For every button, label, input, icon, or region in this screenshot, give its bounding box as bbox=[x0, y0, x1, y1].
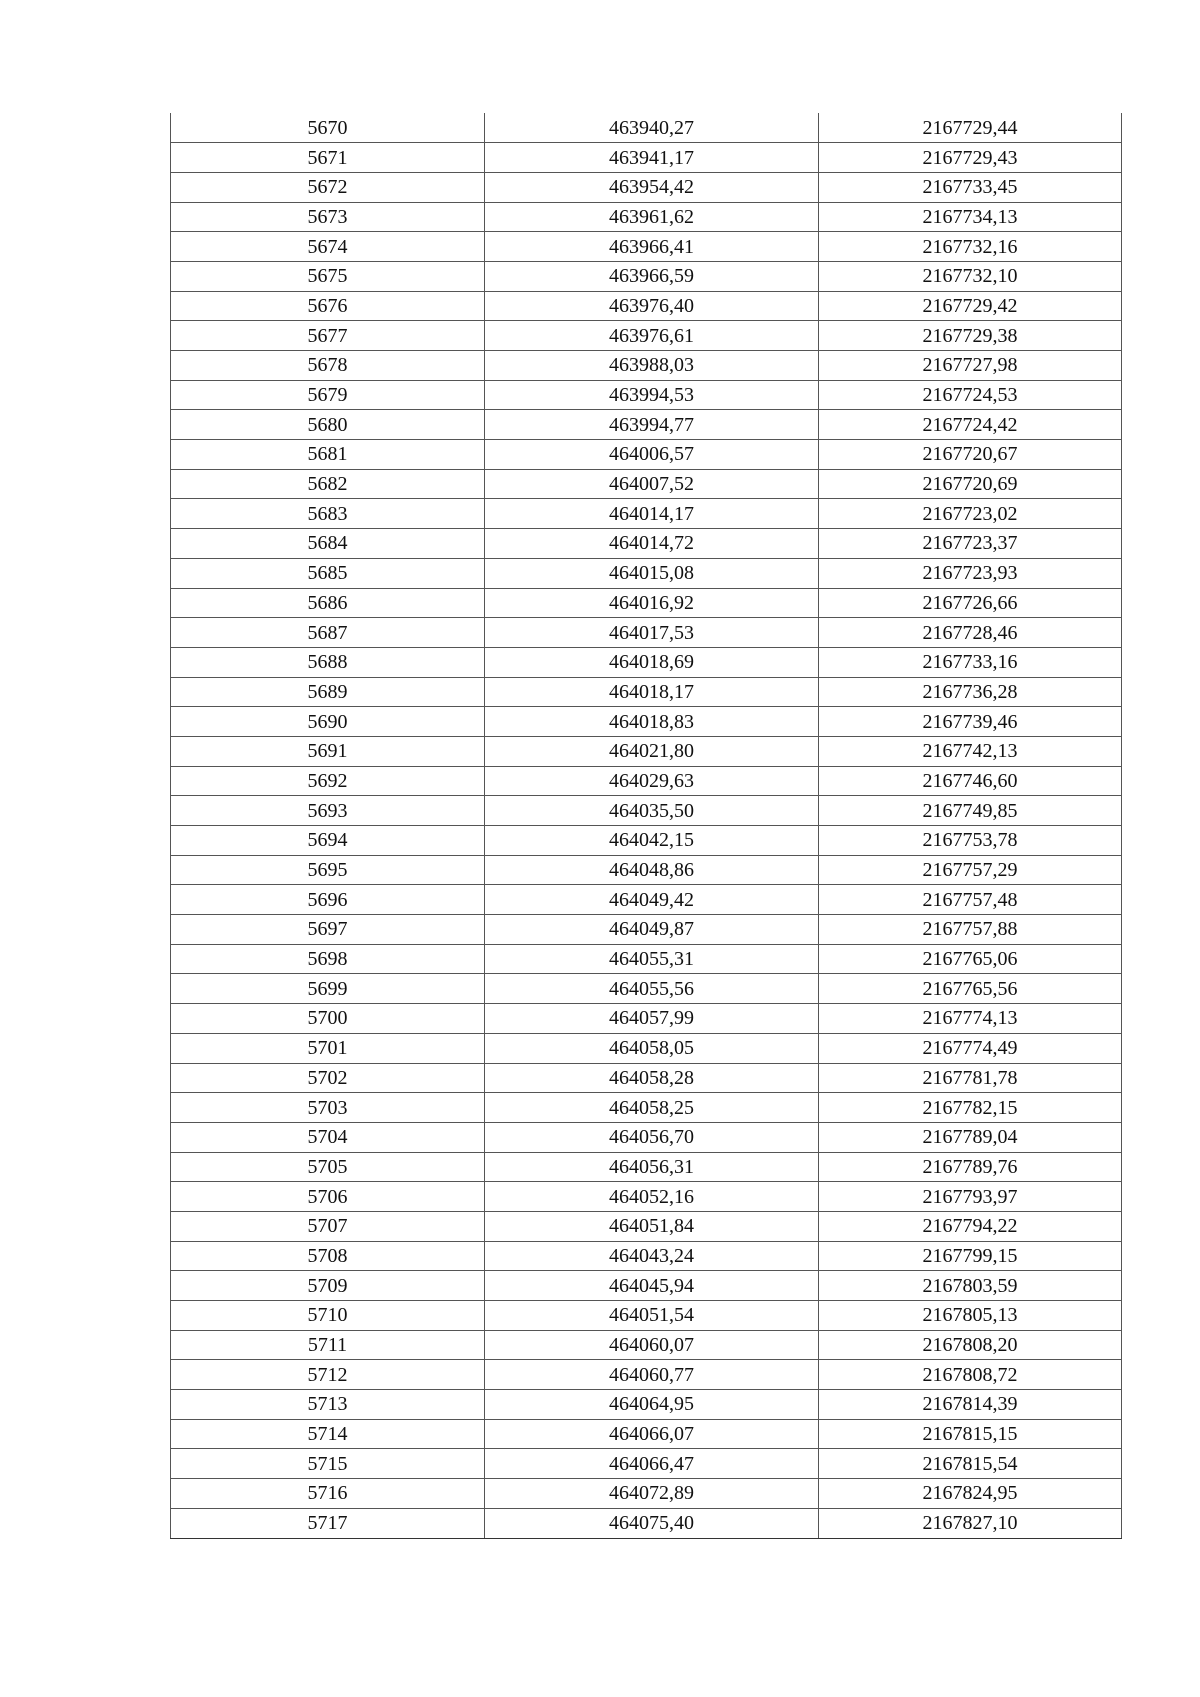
y-coordinate-cell: 2167729,44 bbox=[819, 113, 1122, 143]
y-coordinate-cell: 2167733,45 bbox=[819, 172, 1122, 202]
y-coordinate-cell: 2167729,38 bbox=[819, 321, 1122, 351]
y-coordinate-cell: 2167729,43 bbox=[819, 143, 1122, 173]
point-number-cell: 5674 bbox=[171, 232, 485, 262]
table-row bbox=[171, 1093, 1122, 1123]
point-number-cell: 5706 bbox=[171, 1182, 485, 1212]
y-coordinate-cell: 2167781,78 bbox=[819, 1063, 1122, 1093]
table-row bbox=[171, 499, 1122, 529]
x-coordinate-cell: 464042,15 bbox=[485, 826, 819, 856]
x-coordinate-cell: 464058,05 bbox=[485, 1033, 819, 1063]
y-coordinate-cell: 2167733,16 bbox=[819, 647, 1122, 677]
point-number-cell: 5689 bbox=[171, 677, 485, 707]
point-number-cell: 5681 bbox=[171, 440, 485, 470]
table-row bbox=[171, 885, 1122, 915]
point-number-cell: 5717 bbox=[171, 1508, 485, 1538]
point-number-cell: 5673 bbox=[171, 202, 485, 232]
x-coordinate-cell: 464021,80 bbox=[485, 736, 819, 766]
point-number-cell: 5682 bbox=[171, 469, 485, 499]
table-row bbox=[171, 202, 1122, 232]
table-row bbox=[171, 974, 1122, 1004]
point-number-cell: 5711 bbox=[171, 1330, 485, 1360]
y-coordinate-cell: 2167803,59 bbox=[819, 1271, 1122, 1301]
table-row bbox=[171, 1449, 1122, 1479]
y-coordinate-cell: 2167815,15 bbox=[819, 1419, 1122, 1449]
point-number-cell: 5671 bbox=[171, 143, 485, 173]
table-row bbox=[171, 766, 1122, 796]
table-row bbox=[171, 1063, 1122, 1093]
table-row bbox=[171, 1271, 1122, 1301]
y-coordinate-cell: 2167739,46 bbox=[819, 707, 1122, 737]
y-coordinate-cell: 2167808,72 bbox=[819, 1360, 1122, 1390]
point-number-cell: 5684 bbox=[171, 529, 485, 559]
y-coordinate-cell: 2167757,48 bbox=[819, 885, 1122, 915]
point-number-cell: 5703 bbox=[171, 1093, 485, 1123]
y-coordinate-cell: 2167827,10 bbox=[819, 1508, 1122, 1538]
y-coordinate-cell: 2167808,20 bbox=[819, 1330, 1122, 1360]
x-coordinate-cell: 464048,86 bbox=[485, 855, 819, 885]
table-row bbox=[171, 588, 1122, 618]
y-coordinate-cell: 2167815,54 bbox=[819, 1449, 1122, 1479]
x-coordinate-cell: 464055,31 bbox=[485, 944, 819, 974]
y-coordinate-cell: 2167723,02 bbox=[819, 499, 1122, 529]
y-coordinate-cell: 2167720,69 bbox=[819, 469, 1122, 499]
y-coordinate-cell: 2167765,56 bbox=[819, 974, 1122, 1004]
x-coordinate-cell: 464052,16 bbox=[485, 1182, 819, 1212]
y-coordinate-cell: 2167793,97 bbox=[819, 1182, 1122, 1212]
point-number-cell: 5675 bbox=[171, 261, 485, 291]
table-row bbox=[171, 1241, 1122, 1271]
x-coordinate-cell: 463966,59 bbox=[485, 261, 819, 291]
point-number-cell: 5704 bbox=[171, 1122, 485, 1152]
table-row bbox=[171, 172, 1122, 202]
x-coordinate-cell: 464018,83 bbox=[485, 707, 819, 737]
point-number-cell: 5699 bbox=[171, 974, 485, 1004]
table-row bbox=[171, 826, 1122, 856]
y-coordinate-cell: 2167757,88 bbox=[819, 915, 1122, 945]
y-coordinate-cell: 2167746,60 bbox=[819, 766, 1122, 796]
x-coordinate-cell: 464014,72 bbox=[485, 529, 819, 559]
point-number-cell: 5692 bbox=[171, 766, 485, 796]
point-number-cell: 5715 bbox=[171, 1449, 485, 1479]
y-coordinate-cell: 2167724,42 bbox=[819, 410, 1122, 440]
x-coordinate-cell: 464051,84 bbox=[485, 1211, 819, 1241]
x-coordinate-cell: 464045,94 bbox=[485, 1271, 819, 1301]
y-coordinate-cell: 2167749,85 bbox=[819, 796, 1122, 826]
y-coordinate-cell: 2167794,22 bbox=[819, 1211, 1122, 1241]
table-row bbox=[171, 291, 1122, 321]
point-number-cell: 5685 bbox=[171, 558, 485, 588]
y-coordinate-cell: 2167728,46 bbox=[819, 618, 1122, 648]
x-coordinate-cell: 464058,25 bbox=[485, 1093, 819, 1123]
table-row bbox=[171, 677, 1122, 707]
point-number-cell: 5679 bbox=[171, 380, 485, 410]
x-coordinate-cell: 463961,62 bbox=[485, 202, 819, 232]
point-number-cell: 5708 bbox=[171, 1241, 485, 1271]
x-coordinate-cell: 464058,28 bbox=[485, 1063, 819, 1093]
x-coordinate-cell: 463941,17 bbox=[485, 143, 819, 173]
point-number-cell: 5680 bbox=[171, 410, 485, 440]
table-row bbox=[171, 1390, 1122, 1420]
table-row bbox=[171, 1211, 1122, 1241]
table-row bbox=[171, 1182, 1122, 1212]
x-coordinate-cell: 464017,53 bbox=[485, 618, 819, 648]
x-coordinate-cell: 463994,53 bbox=[485, 380, 819, 410]
point-number-cell: 5705 bbox=[171, 1152, 485, 1182]
y-coordinate-cell: 2167736,28 bbox=[819, 677, 1122, 707]
y-coordinate-cell: 2167824,95 bbox=[819, 1479, 1122, 1509]
point-number-cell: 5696 bbox=[171, 885, 485, 915]
x-coordinate-cell: 463940,27 bbox=[485, 113, 819, 143]
table-row bbox=[171, 321, 1122, 351]
table-row bbox=[171, 232, 1122, 262]
table-row bbox=[171, 410, 1122, 440]
table-row bbox=[171, 380, 1122, 410]
y-coordinate-cell: 2167723,93 bbox=[819, 558, 1122, 588]
point-number-cell: 5687 bbox=[171, 618, 485, 648]
coordinates-table-container bbox=[170, 113, 1121, 1539]
y-coordinate-cell: 2167765,06 bbox=[819, 944, 1122, 974]
y-coordinate-cell: 2167799,15 bbox=[819, 1241, 1122, 1271]
table-row bbox=[171, 1508, 1122, 1538]
x-coordinate-cell: 464035,50 bbox=[485, 796, 819, 826]
x-coordinate-cell: 464006,57 bbox=[485, 440, 819, 470]
point-number-cell: 5716 bbox=[171, 1479, 485, 1509]
x-coordinate-cell: 464072,89 bbox=[485, 1479, 819, 1509]
y-coordinate-cell: 2167782,15 bbox=[819, 1093, 1122, 1123]
point-number-cell: 5686 bbox=[171, 588, 485, 618]
point-number-cell: 5693 bbox=[171, 796, 485, 826]
x-coordinate-cell: 464049,87 bbox=[485, 915, 819, 945]
table-row bbox=[171, 1419, 1122, 1449]
table-row bbox=[171, 736, 1122, 766]
point-number-cell: 5712 bbox=[171, 1360, 485, 1390]
x-coordinate-cell: 464066,47 bbox=[485, 1449, 819, 1479]
table-row bbox=[171, 1004, 1122, 1034]
y-coordinate-cell: 2167732,10 bbox=[819, 261, 1122, 291]
y-coordinate-cell: 2167805,13 bbox=[819, 1301, 1122, 1331]
point-number-cell: 5700 bbox=[171, 1004, 485, 1034]
point-number-cell: 5677 bbox=[171, 321, 485, 351]
coordinates-table-body bbox=[171, 113, 1122, 1538]
x-coordinate-cell: 464014,17 bbox=[485, 499, 819, 529]
x-coordinate-cell: 464051,54 bbox=[485, 1301, 819, 1331]
point-number-cell: 5710 bbox=[171, 1301, 485, 1331]
table-row bbox=[171, 143, 1122, 173]
x-coordinate-cell: 464018,17 bbox=[485, 677, 819, 707]
point-number-cell: 5713 bbox=[171, 1390, 485, 1420]
y-coordinate-cell: 2167789,76 bbox=[819, 1152, 1122, 1182]
y-coordinate-cell: 2167814,39 bbox=[819, 1390, 1122, 1420]
table-row bbox=[171, 351, 1122, 381]
y-coordinate-cell: 2167729,42 bbox=[819, 291, 1122, 321]
x-coordinate-cell: 464056,70 bbox=[485, 1122, 819, 1152]
x-coordinate-cell: 464049,42 bbox=[485, 885, 819, 915]
y-coordinate-cell: 2167732,16 bbox=[819, 232, 1122, 262]
table-row bbox=[171, 469, 1122, 499]
x-coordinate-cell: 464018,69 bbox=[485, 647, 819, 677]
y-coordinate-cell: 2167724,53 bbox=[819, 380, 1122, 410]
table-row bbox=[171, 1122, 1122, 1152]
x-coordinate-cell: 463966,41 bbox=[485, 232, 819, 262]
x-coordinate-cell: 464015,08 bbox=[485, 558, 819, 588]
x-coordinate-cell: 464016,92 bbox=[485, 588, 819, 618]
point-number-cell: 5701 bbox=[171, 1033, 485, 1063]
point-number-cell: 5690 bbox=[171, 707, 485, 737]
y-coordinate-cell: 2167774,49 bbox=[819, 1033, 1122, 1063]
table-row bbox=[171, 1033, 1122, 1063]
point-number-cell: 5688 bbox=[171, 647, 485, 677]
y-coordinate-cell: 2167789,04 bbox=[819, 1122, 1122, 1152]
table-row bbox=[171, 796, 1122, 826]
table-row bbox=[171, 261, 1122, 291]
point-number-cell: 5672 bbox=[171, 172, 485, 202]
table-row bbox=[171, 915, 1122, 945]
x-coordinate-cell: 464055,56 bbox=[485, 974, 819, 1004]
point-number-cell: 5702 bbox=[171, 1063, 485, 1093]
table-row bbox=[171, 440, 1122, 470]
x-coordinate-cell: 464029,63 bbox=[485, 766, 819, 796]
point-number-cell: 5709 bbox=[171, 1271, 485, 1301]
y-coordinate-cell: 2167757,29 bbox=[819, 855, 1122, 885]
table-row bbox=[171, 1330, 1122, 1360]
x-coordinate-cell: 464064,95 bbox=[485, 1390, 819, 1420]
table-row bbox=[171, 944, 1122, 974]
y-coordinate-cell: 2167720,67 bbox=[819, 440, 1122, 470]
point-number-cell: 5698 bbox=[171, 944, 485, 974]
x-coordinate-cell: 464060,77 bbox=[485, 1360, 819, 1390]
point-number-cell: 5707 bbox=[171, 1211, 485, 1241]
point-number-cell: 5691 bbox=[171, 736, 485, 766]
coordinates-table bbox=[170, 113, 1122, 1539]
x-coordinate-cell: 463976,40 bbox=[485, 291, 819, 321]
point-number-cell: 5695 bbox=[171, 855, 485, 885]
table-row bbox=[171, 1152, 1122, 1182]
x-coordinate-cell: 464066,07 bbox=[485, 1419, 819, 1449]
table-row bbox=[171, 558, 1122, 588]
table-row bbox=[171, 618, 1122, 648]
point-number-cell: 5678 bbox=[171, 351, 485, 381]
point-number-cell: 5694 bbox=[171, 826, 485, 856]
x-coordinate-cell: 464057,99 bbox=[485, 1004, 819, 1034]
table-row bbox=[171, 113, 1122, 143]
y-coordinate-cell: 2167727,98 bbox=[819, 351, 1122, 381]
table-row bbox=[171, 1360, 1122, 1390]
y-coordinate-cell: 2167723,37 bbox=[819, 529, 1122, 559]
point-number-cell: 5697 bbox=[171, 915, 485, 945]
x-coordinate-cell: 463954,42 bbox=[485, 172, 819, 202]
x-coordinate-cell: 463976,61 bbox=[485, 321, 819, 351]
y-coordinate-cell: 2167742,13 bbox=[819, 736, 1122, 766]
y-coordinate-cell: 2167774,13 bbox=[819, 1004, 1122, 1034]
y-coordinate-cell: 2167734,13 bbox=[819, 202, 1122, 232]
x-coordinate-cell: 463988,03 bbox=[485, 351, 819, 381]
y-coordinate-cell: 2167753,78 bbox=[819, 826, 1122, 856]
table-row bbox=[171, 1301, 1122, 1331]
table-row bbox=[171, 647, 1122, 677]
x-coordinate-cell: 464043,24 bbox=[485, 1241, 819, 1271]
y-coordinate-cell: 2167726,66 bbox=[819, 588, 1122, 618]
x-coordinate-cell: 464007,52 bbox=[485, 469, 819, 499]
x-coordinate-cell: 464056,31 bbox=[485, 1152, 819, 1182]
table-row bbox=[171, 1479, 1122, 1509]
point-number-cell: 5676 bbox=[171, 291, 485, 321]
point-number-cell: 5714 bbox=[171, 1419, 485, 1449]
table-row bbox=[171, 529, 1122, 559]
table-row bbox=[171, 707, 1122, 737]
table-row bbox=[171, 855, 1122, 885]
x-coordinate-cell: 464075,40 bbox=[485, 1508, 819, 1538]
point-number-cell: 5683 bbox=[171, 499, 485, 529]
point-number-cell: 5670 bbox=[171, 113, 485, 143]
x-coordinate-cell: 463994,77 bbox=[485, 410, 819, 440]
x-coordinate-cell: 464060,07 bbox=[485, 1330, 819, 1360]
